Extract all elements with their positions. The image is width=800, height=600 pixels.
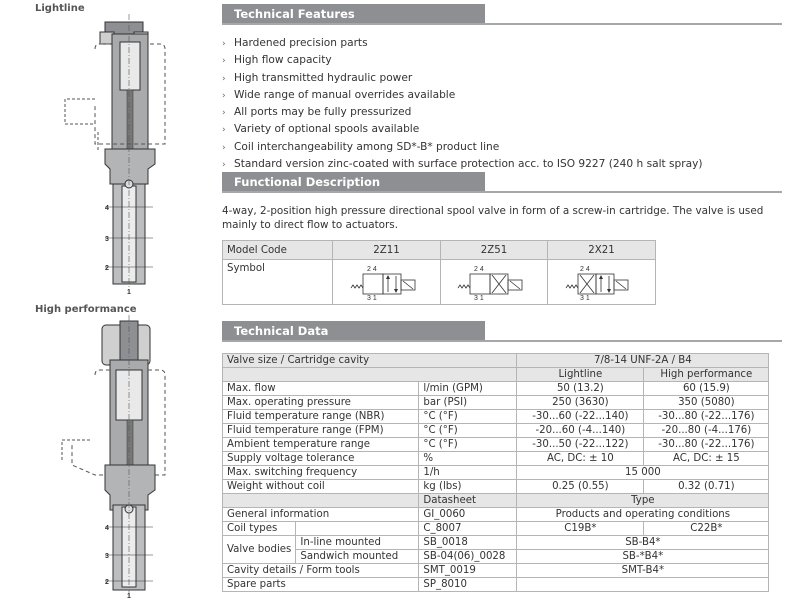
feature-item: › High flow capacity	[222, 52, 703, 69]
section-rule	[222, 23, 782, 25]
port-label-3: 3	[105, 236, 109, 243]
model-code-table	[222, 240, 656, 305]
feature-item: › Wide range of manual overrides available	[222, 87, 703, 104]
chevron-right-icon: ›	[222, 39, 226, 49]
section-rule	[222, 340, 782, 342]
svg-text:3 1: 3 1	[579, 295, 590, 300]
table-row: Cavity details / Form tools SMT_0019 SMT-B4*	[223, 564, 769, 578]
spool-symbol-2x21-icon	[562, 262, 642, 300]
valve-cross-section-lightline	[50, 14, 180, 294]
feature-item: › All ports may be fully pressurized	[222, 104, 703, 121]
chevron-right-icon: ›	[222, 73, 226, 84]
table-row: Max. switching frequency 1/h 15 000	[223, 466, 769, 480]
port-label-3: 3	[105, 553, 109, 560]
table-row: Max. operating pressure bar (PSI) 250 (3630) 350 (5080)	[223, 396, 769, 410]
chevron-right-icon: ›	[222, 142, 226, 153]
feature-item: › Coil interchangeability among SD*-B* product line	[222, 139, 703, 156]
chevron-right-icon: ›	[222, 125, 226, 136]
spool-symbol-2z11-icon	[347, 262, 427, 300]
feature-item: › Variety of optional spools available	[222, 121, 703, 138]
port-label-4: 4	[105, 205, 109, 212]
table-row: Sandwich mounted SB-04(06)_0028 SB-*B4*	[223, 550, 769, 564]
table-row: Max. flow l/min (GPM) 50 (13.2) 60 (15.9)	[223, 382, 769, 396]
chevron-right-icon: ›	[222, 56, 226, 67]
section-title: Technical Data	[222, 321, 485, 341]
symbol-cell-2z51	[441, 260, 548, 305]
svg-text:2 4: 2 4	[366, 266, 377, 273]
model-code-2x21: 2X21	[548, 241, 656, 260]
valve-cross-section-high-performance	[50, 315, 180, 600]
section-title: Functional Description	[222, 172, 485, 192]
section-rule	[222, 191, 782, 193]
model-code-2z11: 2Z11	[333, 241, 441, 260]
symbol-cell-2x21	[548, 260, 656, 305]
model-code-2z51: 2Z51	[441, 241, 548, 260]
section-header-technical-features	[222, 4, 782, 26]
port-label-4: 4	[105, 525, 109, 532]
table-row: Coil types C_8007 C19B* C22B*	[223, 522, 769, 536]
svg-text:2 4: 2 4	[579, 266, 590, 273]
spool-symbol-2z51-icon	[454, 262, 534, 300]
functional-description-text: 4-way, 2-position high pressure directional spool valve in form of a screw-in cartridge. The valve is used mainly to direct flow to actuators.	[222, 205, 764, 231]
table-row: Ambient temperature range °C (°F) -30...50 (-22...122) -30...80 (-22...176)	[223, 438, 769, 452]
chevron-right-icon: ›	[222, 160, 226, 171]
symbol-cell-2z11	[333, 260, 441, 305]
table-row: Valve bodies In-line mounted SB_0018 SB-B4*	[223, 536, 769, 550]
symbol-label: Symbol	[223, 260, 333, 305]
diagram-label-lightline: Lightline	[35, 3, 85, 14]
section-header-technical-data	[222, 321, 782, 343]
table-row: Supply voltage tolerance % AC, DC: ± 10 AC, DC: ± 15	[223, 452, 769, 466]
feature-item: › High transmitted hydraulic power	[222, 70, 703, 87]
table-row: General information GI_0060 Products and operating conditions	[223, 508, 769, 522]
technical-data-table	[222, 353, 769, 592]
port-label-2: 2	[105, 579, 109, 586]
table-row: Fluid temperature range (NBR) °C (°F) -30...60 (-22...140) -30...80 (-22...176)	[223, 410, 769, 424]
svg-text:2 4: 2 4	[474, 266, 484, 273]
section-header-functional-description	[222, 172, 782, 194]
table-row: Lightline High performance	[223, 368, 769, 382]
chevron-right-icon: ›	[222, 90, 226, 101]
port-label-1: 1	[127, 593, 131, 600]
table-row: Valve size / Cartridge cavity 7/8-14 UNF-2A / B4	[223, 354, 769, 368]
port-label-2: 2	[105, 265, 109, 272]
chevron-right-icon: ›	[222, 108, 226, 119]
feature-list	[222, 35, 703, 173]
feature-item: › Standard version zinc-coated with surface protection acc. to ISO 9227 (240 h salt spray)	[222, 156, 703, 173]
diagram-label-high-performance: High performance	[35, 304, 137, 315]
feature-item: › Hardened precision parts	[222, 35, 703, 52]
svg-text:3 1: 3 1	[474, 295, 484, 300]
section-title: Technical Features	[222, 4, 485, 24]
table-row: Datasheet Type	[223, 494, 769, 508]
table-row: Spare parts SP_8010	[223, 578, 769, 592]
table-row: Fluid temperature range (FPM) °C (°F) -20...60 (-4...140) -20...80 (-4...176)	[223, 424, 769, 438]
model-code-label: Model Code	[223, 241, 333, 260]
table-row: Weight without coil kg (lbs) 0.25 (0.55) 0.32 (0.71)	[223, 480, 769, 494]
svg-text:3 1: 3 1	[366, 295, 377, 300]
port-label-1: 1	[127, 289, 131, 294]
